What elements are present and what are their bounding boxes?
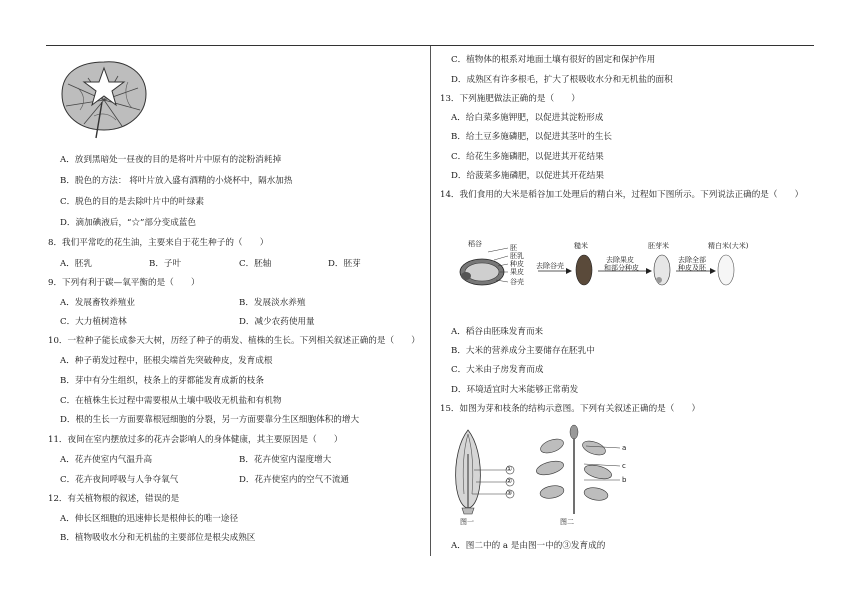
leaf-figure — [58, 58, 150, 144]
q13-option-c: C．给花生多施磷肥，以促进其开花结果 — [451, 152, 604, 162]
fig1-label: 图一 — [460, 518, 474, 526]
q9-option-a: A．发展畜牧养殖业 — [60, 298, 135, 308]
q12-option-b: B．植物吸收水分和无机盐的主要部位是根尖成熟区 — [60, 533, 256, 543]
q14-stem: 14．我们食用的大米是稻谷加工处理后的精白米，过程如下图所示。下列说法正确的是（ ） — [440, 190, 804, 200]
rice-part-seed-coat: 种皮 — [510, 260, 524, 268]
q9-option-d: D．减少农药使用量 — [239, 317, 315, 327]
q8-stem: 8．我们平常吃的花生油，主要来自于花生种子的（ ） — [48, 238, 269, 248]
q10-option-d: D．根的生长一方面要靠根冠细胞的分裂，另一方面要靠分生区细胞体积的增大 — [60, 415, 360, 425]
rice-part-husk: 谷壳 — [510, 278, 524, 286]
q9-option-c: C．大力植树造林 — [60, 317, 127, 327]
q15-stem: 15．如图为芽和枝条的结构示意图。下列有关叙述正确的是（ ） — [440, 404, 701, 414]
bud-branch-illustration — [448, 424, 648, 530]
q10-option-b: B．芽中有分生组织，枝条上的芽都能发育成新的枝条 — [60, 376, 264, 386]
q11-option-a: A．花卉使室内气温升高 — [60, 455, 153, 465]
step-remove-all-2: 种皮及胚 — [678, 264, 706, 272]
q13-stem: 13．下列施肥做法正确的是（ ） — [440, 94, 580, 104]
q11-option-c: C．花卉夜间呼吸与人争夺氧气 — [60, 475, 179, 485]
leaf-star-illustration — [58, 58, 150, 140]
rice-seed-title: 稻谷 — [468, 240, 482, 248]
q8-option-a: A．胚乳 — [60, 259, 92, 269]
q9-option-b: B．发展淡水养殖 — [239, 298, 306, 308]
fig2-mark-c: c — [622, 462, 626, 470]
q10-stem: 10．一粒种子能长成参天大树，历经了种子的萌发、植株的生长。下列相关叙述正确的是（ ） — [48, 336, 420, 346]
rice-part-pericarp: 果皮 — [510, 268, 524, 276]
rice-processing-figure — [458, 238, 758, 304]
q13-option-a: A．给白菜多施钾肥，以促进其淀粉形成 — [451, 113, 604, 123]
step-remove-all-1: 去除全部 — [678, 256, 706, 264]
q10-option-c: C．在植株生长过程中需要根从土壤中吸收无机盐和有机物 — [60, 396, 282, 406]
q12-option-d: D．成熟区有许多根毛，扩大了根吸收水分和无机盐的面积 — [451, 75, 673, 85]
stage-white-rice: 精白米(大米) — [708, 242, 749, 250]
q14-option-a: A．稻谷由胚珠发育而来 — [451, 327, 544, 337]
fig2-label: 图二 — [560, 518, 574, 526]
stage-brown-rice: 糙米 — [574, 242, 588, 250]
fig1-mark-1: ① — [506, 465, 513, 473]
step-remove-pericarp-2: 和部分种皮 — [604, 264, 639, 272]
q14-option-b: B．大米的营养成分主要储存在胚乳中 — [451, 346, 595, 356]
q7-option-c: C．脱色的目的是去除叶片中的叶绿素 — [60, 197, 205, 207]
step-remove-husk: 去除谷壳 — [536, 262, 564, 270]
rice-part-embryo: 胚 — [510, 244, 517, 252]
q12-option-a: A．伸长区细胞的迅速伸长是根伸长的唯一途径 — [60, 514, 239, 524]
q8-option-c: C．胚轴 — [239, 259, 272, 269]
q12-option-c: C．植物体的根系对地面土壤有很好的固定和保护作用 — [451, 55, 656, 65]
bud-branch-figure — [448, 424, 648, 530]
q12-stem: 12．有关植物根的叙述，错误的是 — [48, 494, 180, 504]
q11-option-b: B．花卉使室内湿度增大 — [239, 455, 332, 465]
stage-germ-rice: 胚芽米 — [648, 242, 669, 250]
q9-stem: 9．下列有利于碳—氧平衡的是（ ） — [48, 278, 200, 288]
rice-part-endosperm: 胚乳 — [510, 252, 524, 260]
q10-option-a: A．种子萌发过程中，胚根尖端首先突破种皮，发育成根 — [60, 356, 273, 366]
q8-option-d: D．胚芽 — [328, 259, 361, 269]
q15-option-a: A．图二中的 a 是由图一中的③发育成的 — [451, 541, 606, 551]
fig2-mark-b: b — [622, 476, 627, 484]
fig1-mark-2: ② — [506, 477, 513, 485]
q13-option-d: D．给菠菜多施磷肥，以促进其开花结果 — [451, 171, 604, 181]
step-remove-pericarp-1: 去除果皮 — [606, 256, 634, 264]
q11-option-d: D．花卉使室内的空气不流通 — [239, 475, 350, 485]
q8-option-b: B．子叶 — [149, 259, 182, 269]
q7-option-a: A．放到黑暗处一昼夜的目的是将叶片中原有的淀粉消耗掉 — [60, 155, 282, 165]
q13-option-b: B．给土豆多施磷肥，以促进其茎叶的生长 — [451, 132, 613, 142]
q14-option-d: D．环境适宜时大米能够正常萌发 — [451, 385, 579, 395]
fig1-mark-3: ③ — [506, 489, 513, 497]
q7-option-d: D．滴加碘液后，“☆”部分变成蓝色 — [60, 218, 196, 228]
q11-stem: 11．夜间在室内摆放过多的花卉会影响人的身体健康，其主要原因是（ ） — [48, 435, 343, 445]
q14-option-c: C．大米由子房发育而成 — [451, 365, 544, 375]
q7-option-b: B．脱色的方法： 将叶片放入盛有酒精的小烧杯中，隔水加热 — [60, 176, 293, 186]
fig2-mark-a: a — [622, 444, 627, 452]
column-divider — [430, 46, 431, 556]
